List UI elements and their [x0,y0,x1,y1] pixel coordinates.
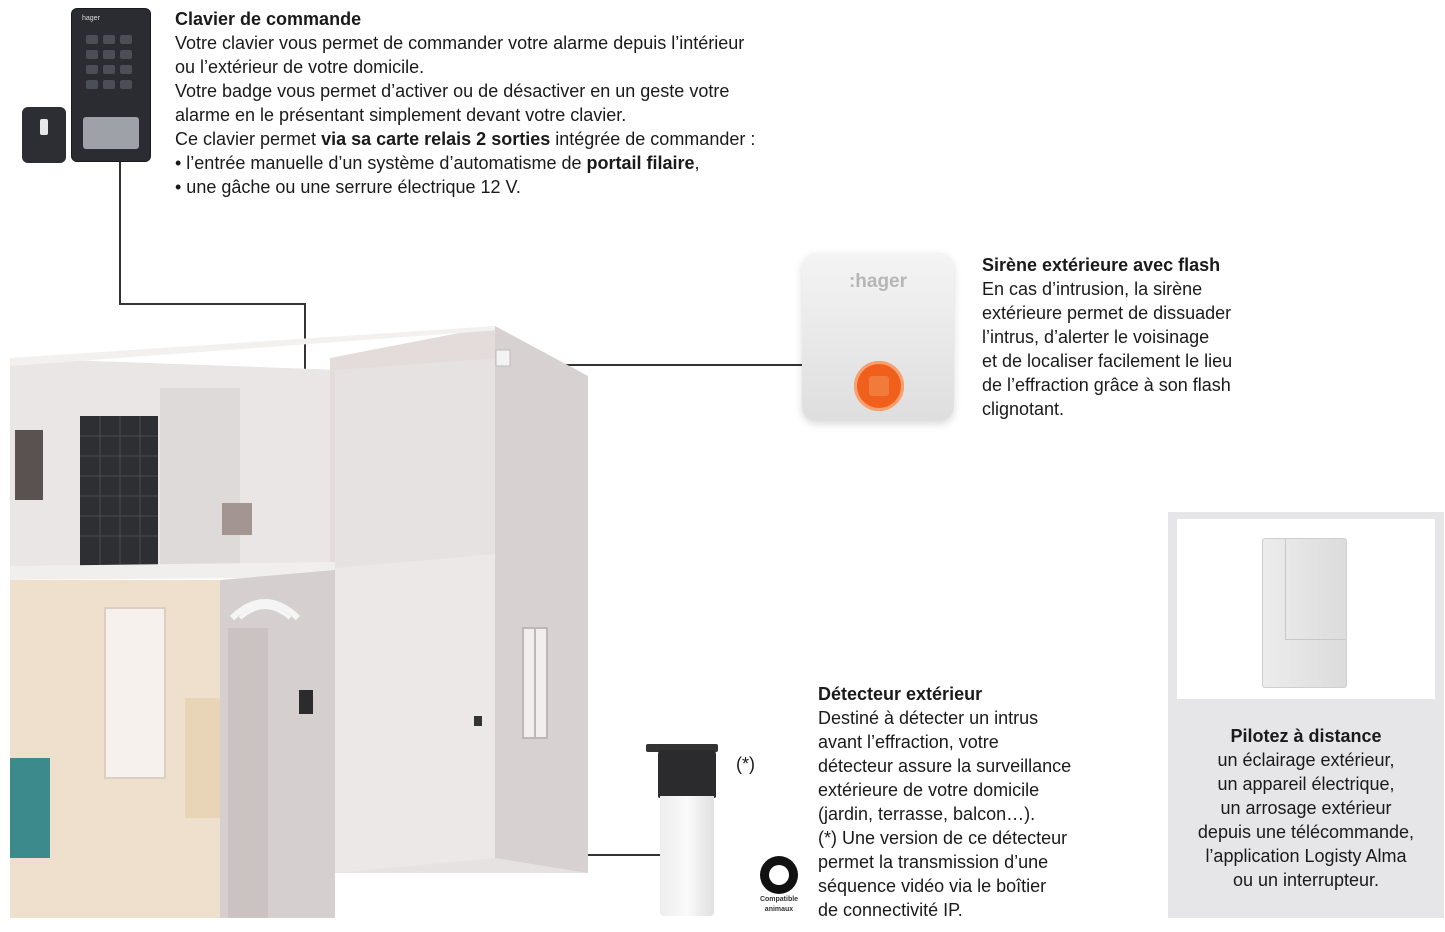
badge-icon [22,107,66,163]
bullet-text-end: , [694,153,700,173]
keypad-line: Votre badge vous permet d’activer ou de désactiver en un geste votre [175,81,730,101]
house-illustration [0,318,600,932]
siren-line: et de localiser facilement le lieu [982,351,1233,371]
siren-line: En cas d’intrusion, la sirène [982,279,1203,299]
outdoor-detector-icon [646,744,736,920]
detector-line: de connectivité IP. [818,900,963,920]
siren-icon [802,253,954,421]
siren-brand: :hager [848,271,908,292]
bullet-bold: portail filaire [586,153,695,173]
detector-line: détecteur assure la surveillance [818,756,1072,776]
siren-title: Sirène extérieure avec flash [982,255,1221,275]
bullet-text: • l’entrée manuelle d’un système d’automatisme de [175,153,587,173]
keypad-description [175,7,855,199]
detector-line: extérieure de votre domicile [818,780,1040,800]
remote-line: un éclairage extérieur, [1217,750,1395,770]
remote-title: Pilotez à distance [1230,726,1382,746]
relay-bold: via sa carte relais 2 sorties [321,129,551,149]
keypad-line: ou l’extérieur de votre domicile. [175,57,425,77]
detector-line: Destiné à détecter un intrus [818,708,1039,728]
detector-line: séquence vidéo via le boîtier [818,876,1047,896]
keypad-relay-line [175,127,855,151]
detector-line: avant l’effraction, votre [818,732,999,752]
detector-line: (*) Une version de ce détecteur [818,828,1068,848]
pet-label: animaux [764,906,794,913]
siren-description [982,253,1282,421]
relay-text-end: intégrée de commander : [550,129,756,149]
siren-line: extérieure permet de dissuader [982,303,1232,323]
keypad-line: alarme en le présentant simplement devant votre clavier. [175,105,627,125]
siren-line: l’intrus, d’alerter le voisinage [982,327,1210,347]
detector-title: Détecteur extérieur [818,684,983,704]
detector-line: permet la transmission d’une [818,852,1049,872]
siren-line: de l’effraction grâce à son flash [982,375,1231,395]
siren-line: clignotant. [982,399,1065,419]
remote-line: l’application Logisty Alma [1205,846,1407,866]
remote-description [1172,724,1440,892]
detector-line: (jardin, terrasse, balcon…). [818,804,1036,824]
pet-compatible-icon [752,856,806,920]
keypad-icon [72,9,150,161]
remote-line: un appareil électrique, [1217,774,1395,794]
remote-switch-icon [1177,519,1435,699]
pet-label: Compatible [759,896,799,903]
keypad-line: Votre clavier vous permet de commander votre alarme depuis l’intérieur [175,33,745,53]
detector-asterisk: (*) [736,754,755,774]
remote-line: depuis une télécommande, [1197,822,1415,842]
detector-description [818,682,1148,922]
relay-text: Ce clavier permet [175,129,322,149]
remote-line: ou un interrupteur. [1232,870,1380,890]
remote-line: un arrosage extérieur [1220,798,1392,818]
keypad-bullet-gate [175,151,855,175]
keypad-brand: hager [82,15,100,22]
keypad-bullet-lock: • une gâche ou une serrure électrique 12 V. [175,177,521,197]
keypad-title: Clavier de commande [175,9,362,29]
siren-flash [854,361,904,411]
